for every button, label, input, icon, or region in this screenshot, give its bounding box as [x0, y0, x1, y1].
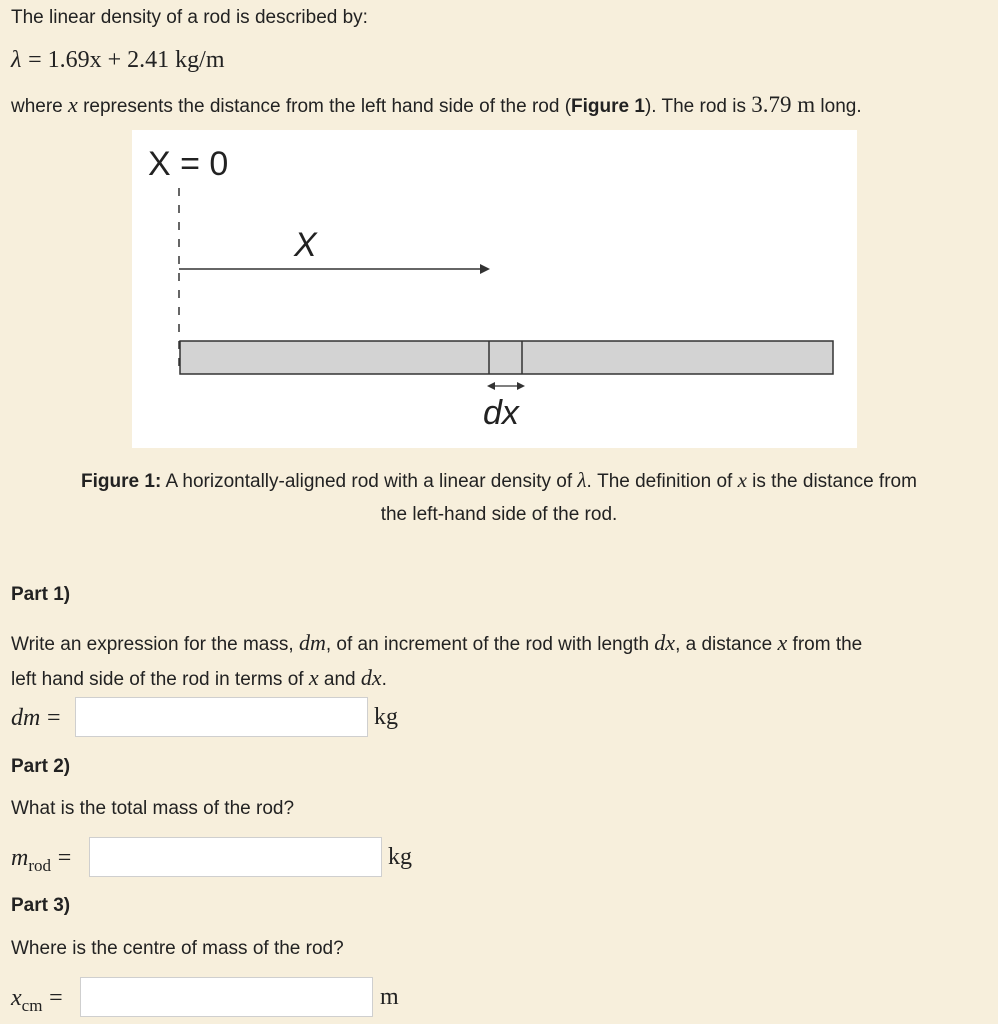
part3-title: Part 3)	[11, 895, 71, 916]
dm-answer-input[interactable]	[75, 697, 368, 737]
lambda-symbol: λ	[11, 47, 22, 73]
x-arrow-head	[480, 264, 490, 274]
dx-label: dx	[483, 394, 519, 432]
rod-mass-answer-input[interactable]	[89, 837, 382, 877]
density-equation	[11, 46, 224, 74]
centre-of-mass-answer-input[interactable]	[80, 977, 373, 1017]
figure-1-diagram	[132, 130, 857, 448]
part1-question: Write an expression for the mass, dm, of an increment of the rod with length dx, a distance x from the left hand side of the rod in terms of x and dx.	[11, 630, 863, 690]
x0-label: X = 0	[148, 145, 229, 183]
part3-unit: m	[380, 984, 399, 1010]
rod-length: 3.79 m	[751, 92, 816, 117]
equation-rhs: = 1.69x + 2.41 kg/m	[28, 47, 225, 73]
figure-reference: Figure 1	[571, 96, 645, 117]
part2-unit: kg	[388, 844, 412, 870]
intro-line1: The linear density of a rod is described by:	[11, 7, 368, 28]
part1-unit: kg	[374, 704, 398, 730]
figure-1	[132, 130, 857, 448]
part3-question: Where is the centre of mass of the rod?	[11, 938, 344, 959]
x-label: X	[294, 226, 317, 264]
part2-question: What is the total mass of the rod?	[11, 798, 295, 819]
part3-lhs: $x_{cm}$ =	[11, 985, 63, 1015]
part1-lhs: dm =	[11, 705, 61, 731]
intro-where-line: where x represents the distance from the left hand side of the rod (Figure 1). The rod is 3.79 m long.	[11, 92, 862, 117]
figure-caption: Figure 1: A horizontally-aligned rod with a linear density of λ. The definition of x is the distance from the left-hand side of the rod.	[81, 468, 917, 525]
part2-title: Part 2)	[11, 756, 71, 777]
rod	[180, 341, 833, 374]
part2-lhs: $m_{rod}$ =	[11, 845, 72, 875]
part1-title: Part 1)	[11, 584, 71, 605]
